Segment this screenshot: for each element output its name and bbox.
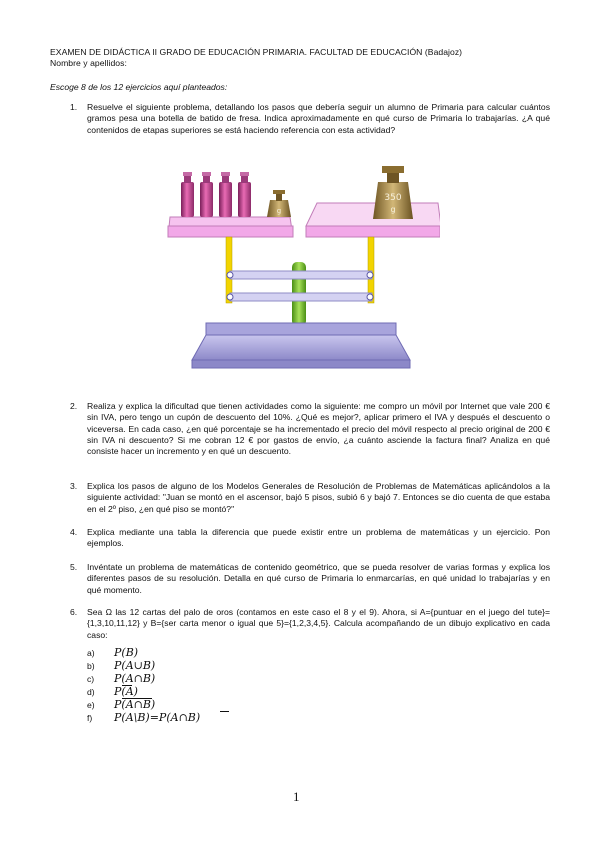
option-letter: c) — [87, 674, 95, 684]
page-number: 1 — [293, 789, 300, 804]
bottle-icon — [200, 172, 213, 217]
exercise-text: Resuelve el siguiente problema, detallando los pasos que debería seguir un alumno de Primaria para calcular cuántos gramos pesa una botella de batido de fresa. Indica aproximadamente en qué curso de Primaria lo trabajarías. ¿A qué contenidos de etapas superiores se está haciendo referencia con esta actividad? — [87, 102, 550, 135]
bottle-icon — [238, 172, 251, 217]
right-pan — [306, 203, 440, 226]
option-formula: P(A∩B) — [114, 698, 156, 711]
option-f — [87, 711, 200, 724]
exercise-text: Invéntate un problema de matemáticas de contenido geométrico, que se pueda resolver de varias formas y explica los diferentes pasos de su resolución. Detalla en qué curso de Primaria lo enmarcarías, en qué unidad lo trabajarías y en qué momento. — [87, 562, 550, 595]
option-formula: P(B) — [114, 646, 139, 659]
balance-scale-figure — [160, 160, 440, 372]
option-letter: e) — [87, 700, 95, 710]
header-title: EXAMEN DE DIDÁCTICA II GRADO DE EDUCACIÓN PRIMARIA. FACULTAD DE EDUCACIÓN (Badajoz) — [50, 47, 463, 57]
option-formula: P(A∪B) — [114, 659, 156, 672]
option-formula: P(A∩B) — [114, 672, 156, 685]
big-weight-icon — [373, 166, 413, 219]
big-weight-value: 350 — [384, 193, 402, 203]
option-c — [87, 672, 200, 685]
exam-header — [50, 47, 570, 69]
exercise-6 — [70, 607, 550, 641]
option-letter: d) — [87, 687, 95, 697]
exercise-3 — [70, 481, 550, 515]
exercise-5 — [70, 562, 550, 596]
scale-base — [192, 335, 410, 360]
instructions: Escoge 8 de los 12 ejercicios aquí planteados: — [50, 82, 228, 92]
option-letter: a) — [87, 648, 95, 658]
exercise-text: Explica los pasos de alguno de los Modelos Generales de Resolución de Problemas de Matemáticas aplicándolos a la siguiente actividad: "Juan se montó en el ascensor, bajó 5 pisos, subió 6 y bajó 7. Entonces se dio cuenta de que estaba en el 2º piso, ¿en qué piso se montó?" — [87, 481, 550, 514]
exercise-1 — [70, 102, 550, 136]
exercise-number: 5. — [70, 562, 78, 572]
option-letter: b) — [87, 661, 95, 671]
exercise-number: 4. — [70, 527, 78, 537]
exercise-text: Explica mediante una tabla la diferencia que puede existir entre un problema de matemáticas y un ejercicio. Pon ejemplos. — [87, 527, 550, 549]
exercise-number: 2. — [70, 401, 78, 411]
exercise-text: Sea Ω las 12 cartas del palo de oros (contamos en este caso el 8 y el 9). Ahora, si A={puntuar en el juego del tute}={1,3,10,11,12} y B={ser carta menor o igual que 5}={1,2,3,4,5}. Calcula acompañando de un dibujo explicativo en cada caso: — [87, 607, 550, 640]
option-a — [87, 646, 200, 659]
option-letter: f) — [87, 713, 93, 723]
option-d — [87, 685, 200, 698]
complement-bar — [122, 698, 152, 699]
small-weight-label: g — [276, 207, 282, 215]
exercise-number: 6. — [70, 607, 78, 617]
bottle-icon — [219, 172, 232, 217]
complement-bar — [220, 711, 229, 712]
exercise-6-options — [87, 646, 200, 724]
lower-lever — [230, 293, 372, 301]
big-weight-unit: g — [390, 205, 396, 214]
upper-lever — [230, 271, 372, 279]
option-e — [87, 698, 200, 711]
exercise-4 — [70, 527, 550, 550]
complement-bar — [122, 685, 132, 686]
exercise-number: 3. — [70, 481, 78, 491]
bottle-icon — [181, 172, 194, 217]
header-name-line: Nombre y apellidos: — [50, 58, 127, 68]
option-formula: P(A) — [114, 685, 138, 698]
exercise-number: 1. — [70, 102, 78, 112]
small-weight-icon — [267, 190, 291, 217]
exercise-text: Realiza y explica la dificultad que tienen actividades como la siguiente: me compro un móvil por Internet que vale 200 € sin IVA, pero tengo un cupón de descuento del 10%. ¿Qué es mejor?, aplicar primero el IVA y después el descuento o viceversa. En cada caso, ¿en qué porcentaje se ha incrementado el precio del móvil respecto al precio original de 200 € sin IVA ni descuento? Si me cobran 12 € por gastos de envío, ¿a cuánto asciende la factura final? Analiza en qué consiste hacer un incremento y en qué un descuento. — [87, 401, 550, 457]
option-b — [87, 659, 200, 672]
exercise-2 — [70, 401, 550, 457]
option-formula: P(A\B)=P(A∩B) — [114, 711, 201, 724]
